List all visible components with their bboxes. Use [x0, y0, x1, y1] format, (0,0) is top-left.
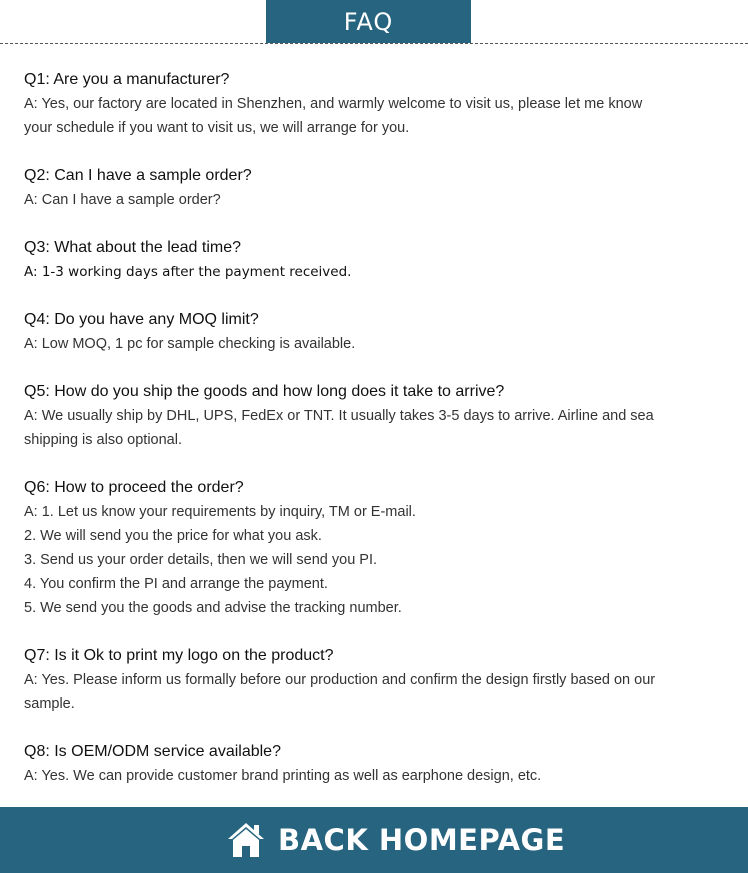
question: Q6: How to proceed the order? — [24, 479, 244, 496]
home-icon — [226, 821, 266, 859]
faq-item-q2 — [24, 164, 730, 212]
answer-line: 4. You confirm the PI and arrange the payment. — [24, 576, 328, 592]
faq-item-q5 — [24, 380, 730, 452]
back-homepage-label: BACK HOMEPAGE — [278, 823, 566, 857]
faq-item-q1 — [24, 68, 730, 140]
dashed-divider — [0, 43, 748, 44]
answer-line: shipping is also optional. — [24, 432, 182, 448]
answer-line: A: Low MOQ, 1 pc for sample checking is available. — [24, 336, 356, 352]
answer-line: A: Can I have a sample order? — [24, 192, 221, 208]
question: Q1: Are you a manufacturer? — [24, 71, 230, 88]
faq-item-q8 — [24, 740, 730, 788]
question: Q3: What about the lead time? — [24, 239, 242, 256]
answer-line: 3. Send us your order details, then we will send you PI. — [24, 552, 378, 568]
question: Q7: Is it Ok to print my logo on the product? — [24, 647, 334, 664]
header — [0, 0, 748, 46]
question: Q2: Can I have a sample order? — [24, 167, 252, 184]
footer-bar — [0, 807, 748, 873]
answer-line: 2. We will send you the price for what you ask. — [24, 528, 322, 544]
answer-line: A: 1-3 working days after the payment received. — [24, 264, 352, 280]
answer-line: A: We usually ship by DHL, UPS, FedEx or TNT. It usually takes 3-5 days to arrive. Airline and sea — [24, 408, 654, 424]
answer-line: sample. — [24, 696, 75, 712]
faq-item-q6 — [24, 476, 730, 620]
question: Q5: How do you ship the goods and how long does it take to arrive? — [24, 383, 505, 400]
back-homepage-button[interactable] — [226, 819, 565, 861]
answer-line: A: Yes. We can provide customer brand printing as well as earphone design, etc. — [24, 768, 542, 784]
page-title: FAQ — [266, 0, 471, 43]
question: Q4: Do you have any MOQ limit? — [24, 311, 259, 328]
faq-item-q3 — [24, 236, 730, 284]
faq-item-q4 — [24, 308, 730, 356]
question: Q8: Is OEM/ODM service available? — [24, 743, 281, 760]
answer-line: 5. We send you the goods and advise the tracking number. — [24, 600, 402, 616]
answer-line: A: Yes, our factory are located in Shenzhen, and warmly welcome to visit us, please let me know — [24, 96, 643, 112]
answer-line: A: Yes. Please inform us formally before our production and confirm the design firstly based on our — [24, 672, 656, 688]
faq-item-q7 — [24, 644, 730, 716]
faq-list — [24, 68, 730, 788]
answer-line: your schedule if you want to visit us, we will arrange for you. — [24, 120, 410, 136]
answer-line: A: 1. Let us know your requirements by inquiry, TM or E-mail. — [24, 504, 416, 520]
